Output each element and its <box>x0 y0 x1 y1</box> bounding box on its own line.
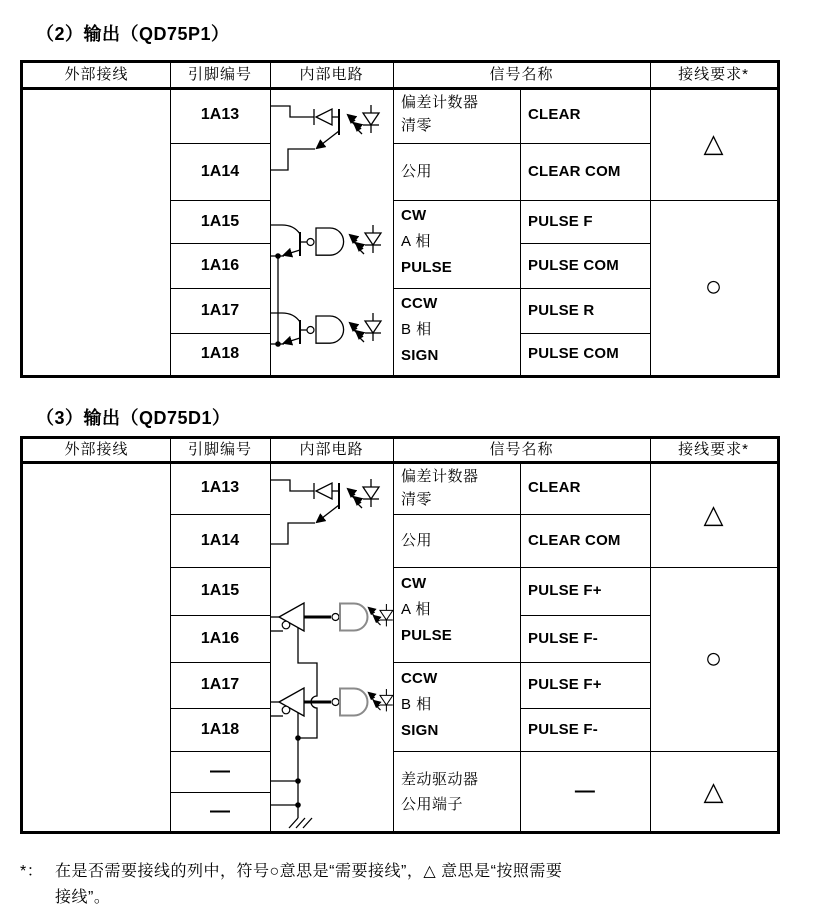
signal-desc-line: 清零 <box>401 491 433 508</box>
pin-cell: 1A17 <box>200 676 240 693</box>
column-header-pin-number: 引脚编号 <box>187 441 252 458</box>
requirement-circle-symbol: ○ <box>704 271 723 303</box>
signal-name-cell: — <box>574 780 596 802</box>
requirement-circle-symbol: ○ <box>704 643 723 675</box>
pin-cell: 1A15 <box>200 213 240 230</box>
signal-name-cell: PULSE COM <box>528 345 619 362</box>
pin-cell: 1A13 <box>200 479 240 496</box>
signal-desc-cell <box>401 203 452 281</box>
signal-desc-line: CCW <box>401 670 438 687</box>
signal-desc-cell <box>401 767 479 817</box>
footnote-marker: *： <box>20 863 44 880</box>
signal-name-cell: CLEAR COM <box>528 163 621 180</box>
internal-circuit-diagram-qd75p1 <box>270 87 393 375</box>
signal-desc-line: B 相 <box>401 696 432 713</box>
grid-line <box>520 87 521 375</box>
grid-line <box>393 751 520 752</box>
grid-line <box>393 662 520 663</box>
signal-desc-line: A 相 <box>401 601 431 618</box>
pin-cell: 1A15 <box>200 582 240 599</box>
pin-cell: 1A17 <box>200 302 240 319</box>
column-header-external-wiring: 外部接线 <box>64 441 129 458</box>
signal-name-cell: PULSE F <box>528 213 593 230</box>
grid-line <box>393 200 520 201</box>
pin-cell: 1A16 <box>200 257 240 274</box>
pin-cell: 1A16 <box>200 630 240 647</box>
column-header-signal-name: 信号名称 <box>489 441 554 458</box>
pin-cell: 1A14 <box>200 163 240 180</box>
signal-desc-cell: 公用 <box>401 163 433 180</box>
signal-desc-line: SIGN <box>401 347 439 364</box>
wiring-table-qd75p1 <box>20 60 780 378</box>
signal-name-cell: PULSE F+ <box>528 582 602 599</box>
signal-name-cell: PULSE F- <box>528 721 598 738</box>
section-title-qd75d1: （3）输出（QD75D1） <box>36 408 231 428</box>
column-header-pin-number: 引脚编号 <box>187 66 252 83</box>
signal-desc-line: 差动驱动器 <box>401 771 479 788</box>
signal-desc-cell <box>401 666 438 744</box>
signal-name-cell: PULSE F+ <box>528 676 602 693</box>
grid-line <box>393 567 520 568</box>
signal-desc-cell <box>401 91 479 137</box>
pin-cell: 1A18 <box>200 721 240 738</box>
signal-desc-line: 清零 <box>401 117 433 134</box>
wiring-table-qd75d1 <box>20 436 780 834</box>
signal-desc-line: PULSE <box>401 259 453 276</box>
signal-name-cell: CLEAR COM <box>528 532 621 549</box>
internal-circuit-diagram-qd75d1 <box>270 461 393 831</box>
signal-desc-line: CCW <box>401 295 438 312</box>
signal-desc-line: SIGN <box>401 722 439 739</box>
signal-desc-line: B 相 <box>401 321 432 338</box>
grid-line <box>393 288 520 289</box>
column-header-internal-circuit: 内部电路 <box>299 66 364 83</box>
signal-desc-cell: 公用 <box>401 532 433 549</box>
pin-cell: — <box>210 760 230 782</box>
footnote-line1: 在是否需要接线的列中，符号○意思是“需要接线”，△ 意思是“按照需要 <box>55 863 563 880</box>
signal-name-cell: CLEAR <box>528 479 581 496</box>
grid-line <box>393 439 394 831</box>
signal-desc-line: 偏差计数器 <box>401 468 479 485</box>
pin-cell: 1A18 <box>200 345 240 362</box>
signal-desc-line: CW <box>401 207 427 224</box>
signal-desc-cell <box>401 291 438 369</box>
signal-desc-cell <box>401 465 479 511</box>
signal-desc-line: A 相 <box>401 233 431 250</box>
signal-name-cell: PULSE COM <box>528 257 619 274</box>
signal-desc-line: PULSE <box>401 627 453 644</box>
grid-line <box>393 63 394 375</box>
common-wire <box>298 628 317 738</box>
footnote-line2: 接线”。 <box>55 889 111 906</box>
column-header-signal-name: 信号名称 <box>489 66 554 83</box>
signal-desc-line: 公用端子 <box>401 796 464 813</box>
pin-cell: 1A13 <box>200 106 240 123</box>
column-header-wiring-requirement: 接线要求* <box>678 66 749 83</box>
column-header-wiring-requirement: 接线要求* <box>678 441 749 458</box>
requirement-triangle-symbol: △ <box>703 128 724 158</box>
signal-name-cell: PULSE R <box>528 302 595 319</box>
signal-name-cell: PULSE F- <box>528 630 598 647</box>
column-header-external-wiring: 外部接线 <box>64 66 129 83</box>
pin-cell: 1A14 <box>200 532 240 549</box>
section-title-qd75p1: （2）输出（QD75P1） <box>36 24 230 44</box>
signal-desc-cell <box>401 571 452 649</box>
column-header-internal-circuit: 内部电路 <box>299 441 364 458</box>
signal-desc-line: 偏差计数器 <box>401 94 479 111</box>
signal-name-cell: CLEAR <box>528 106 581 123</box>
pin-cell: — <box>210 800 230 822</box>
signal-desc-line: CW <box>401 575 427 592</box>
requirement-triangle-symbol: △ <box>703 776 724 806</box>
requirement-triangle-symbol: △ <box>703 499 724 529</box>
